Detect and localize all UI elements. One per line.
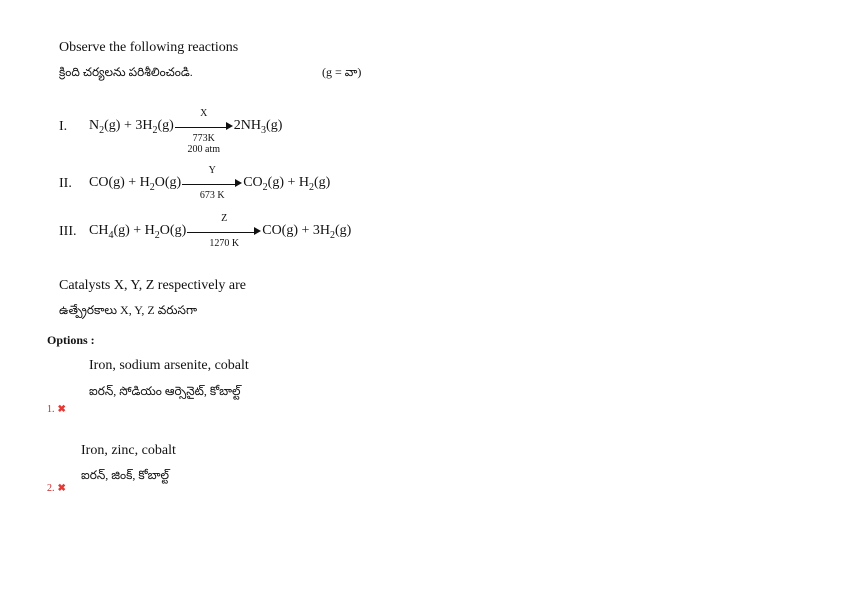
catalyst-label: Y <box>208 164 216 176</box>
reaction-lhs: $CH_4(g) + H_2O(g)$ <box>89 223 187 241</box>
option-2-text-telugu[interactable]: ఐరన్, జింక్, కోబాల్ట్ <box>81 468 170 482</box>
option-number: 1. <box>47 404 55 415</box>
reaction-arrow <box>182 164 242 201</box>
reaction-rhs: $CO_2(g) + H_2(g)$ <box>243 175 331 193</box>
option-2-marker <box>47 483 66 494</box>
option-1-text-telugu[interactable]: ఐరన్, సోడియం ఆర్సెనైట్, కోబాల్ట్ <box>89 384 241 398</box>
option-2-text-english[interactable]: Iron, zinc, cobalt <box>81 443 176 458</box>
catalyst-label: Z <box>221 212 228 224</box>
catalyst-label: X <box>200 107 208 119</box>
reaction-3 <box>59 212 352 249</box>
catalyst-question-english: Catalysts X, Y, Z respectively are <box>59 278 247 293</box>
reaction-conditions: 773K 200 atm <box>187 132 221 155</box>
reaction-number: III. <box>59 223 77 239</box>
reaction-arrow <box>175 107 233 155</box>
reaction-rhs: $CO(g) + 3H_2(g)$ <box>262 223 352 241</box>
reaction-arrow <box>187 212 261 249</box>
reaction-2 <box>59 164 331 201</box>
question-text-english: Observe the following reactions <box>59 40 239 55</box>
option-1-marker <box>47 404 66 415</box>
reaction-number: I. <box>59 118 68 134</box>
wrong-cross-icon: ✖ <box>57 404 66 415</box>
question-text-telugu: క్రింది చర్యలను పరిశీలించండి. <box>59 65 193 79</box>
reaction-conditions: 1270 K <box>209 237 240 249</box>
reaction-number: II. <box>59 175 72 191</box>
options-label: Options : <box>47 333 95 347</box>
option-1-text-english[interactable]: Iron, sodium arsenite, cobalt <box>89 358 249 373</box>
option-number: 2. <box>47 483 55 494</box>
reaction-1 <box>59 107 283 155</box>
gas-notation-note: (g = వా) <box>322 65 362 79</box>
catalyst-question-telugu: ఉత్ప్రేరకాలు X, Y, Z వరుసగా <box>59 303 197 317</box>
reaction-lhs: $CO(g) + H_2O(g)$ <box>89 175 182 193</box>
reaction-conditions: 673 K <box>199 189 225 201</box>
reaction-rhs: $2NH_3(g)$ <box>233 118 283 136</box>
wrong-cross-icon: ✖ <box>57 483 66 494</box>
reaction-lhs: $N_2(g) + 3H_2(g)$ <box>89 118 174 136</box>
